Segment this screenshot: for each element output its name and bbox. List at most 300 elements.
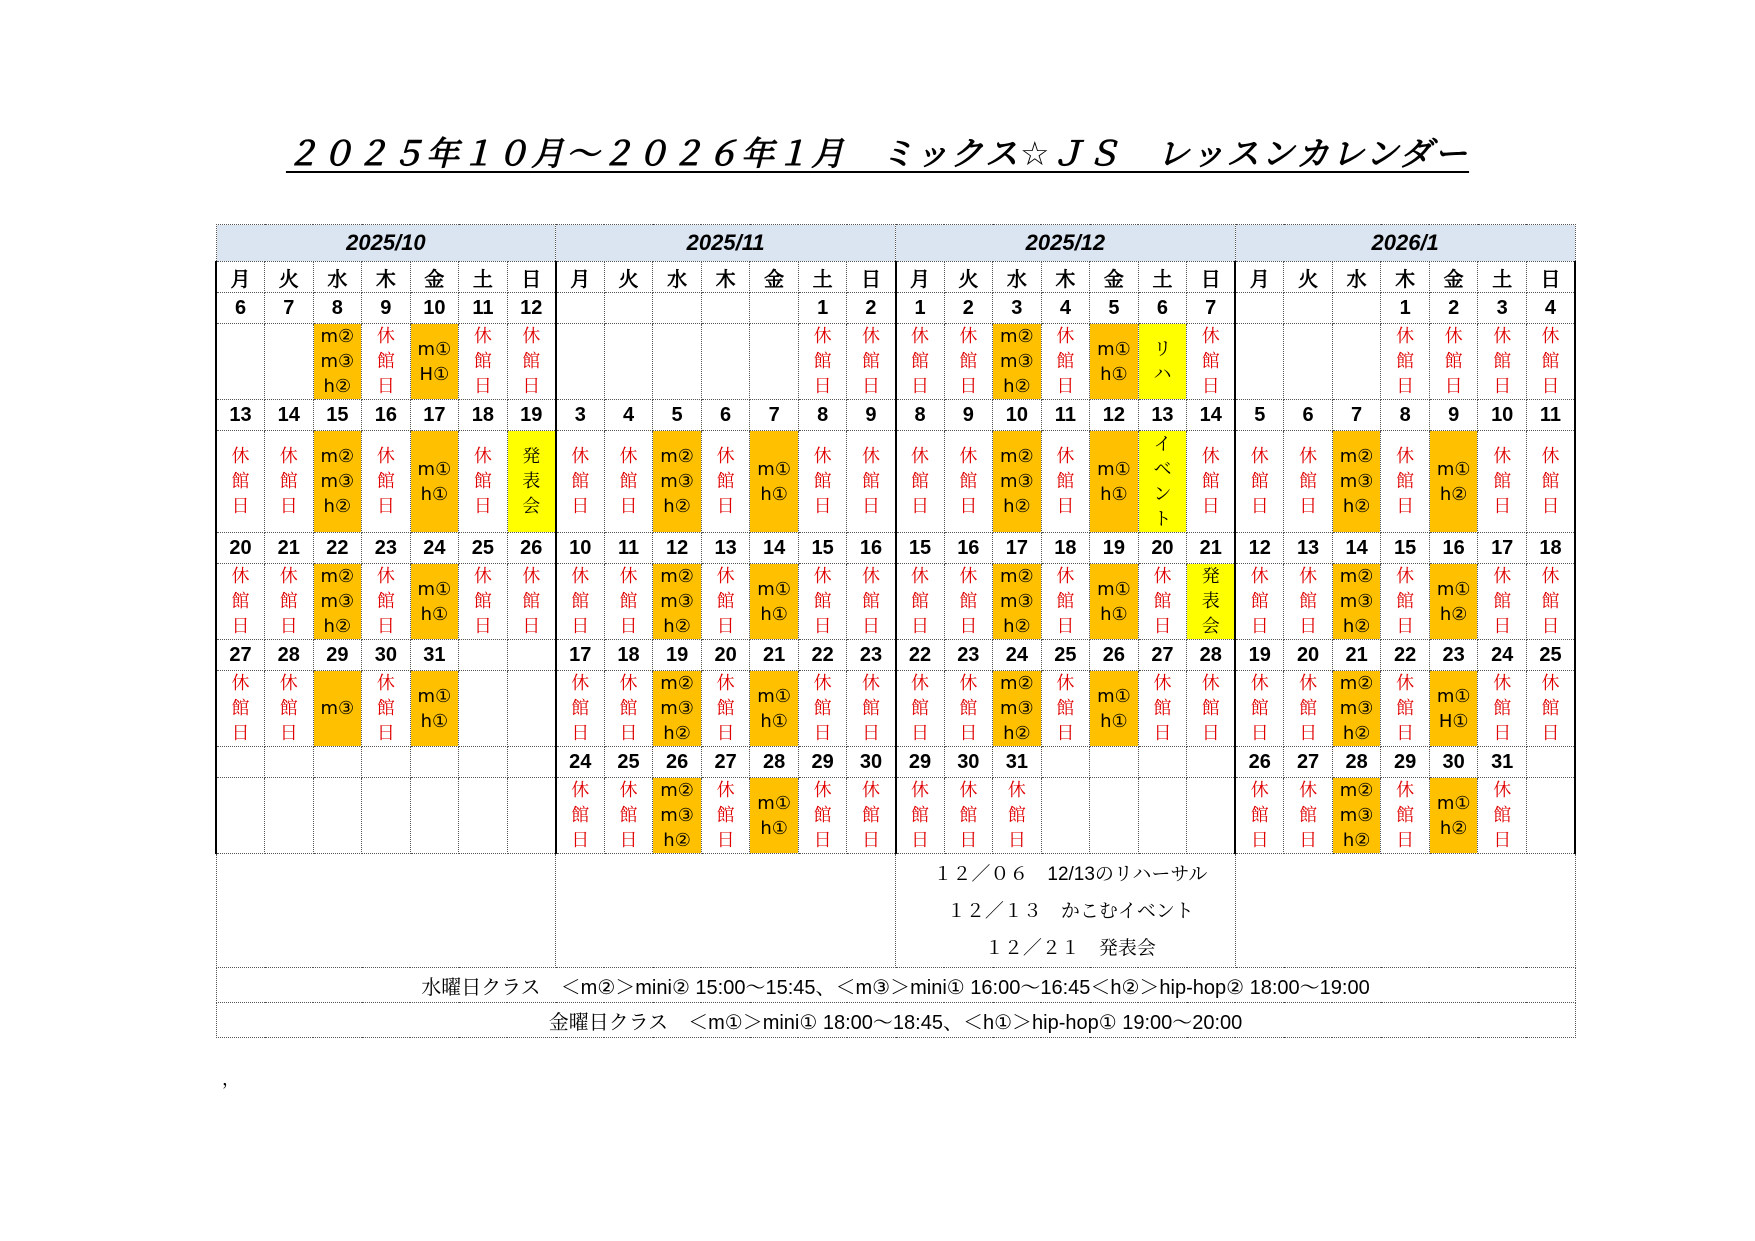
day-cell-text: 日 xyxy=(619,496,638,517)
day-cell-text: 館 xyxy=(1541,591,1560,612)
day-cell-text: h① xyxy=(420,710,449,732)
day-cell-text: 日 xyxy=(279,616,298,637)
day-cell-text: h① xyxy=(420,603,449,625)
day-cell-text: 日 xyxy=(861,496,880,517)
day-cell-text: 館 xyxy=(1493,805,1512,826)
day-number: 22 xyxy=(313,533,362,564)
day-number xyxy=(507,747,556,778)
day-cell-text: 館 xyxy=(1250,698,1269,719)
day-cell-text: 館 xyxy=(1396,698,1415,719)
day-cell-text: 休 xyxy=(1056,673,1075,694)
day-cell-text: 日 xyxy=(1056,496,1075,517)
day-number: 30 xyxy=(847,747,896,778)
day-cell-text: 休 xyxy=(911,326,930,347)
day-cell xyxy=(459,671,508,747)
day-cell-text: 館 xyxy=(619,805,638,826)
day-cell-text: 休 xyxy=(376,566,395,587)
note-line: １２／０６ 12/13のリハーサル xyxy=(933,864,1208,885)
day-cell-text: 館 xyxy=(813,471,832,492)
closed-day-cell xyxy=(1138,564,1187,640)
day-cell-text: 日 xyxy=(231,496,250,517)
day-cell-text: 日 xyxy=(1493,496,1512,517)
closed-day-cell xyxy=(556,778,605,854)
day-cell-text: h② xyxy=(663,830,691,851)
day-number xyxy=(459,640,508,671)
day-cell-text: 休 xyxy=(1250,446,1269,467)
weekday-label: 土 xyxy=(1478,262,1527,293)
day-cell-text: 休 xyxy=(1299,780,1318,801)
closed-day-cell xyxy=(798,431,847,533)
day-cell-text: 休 xyxy=(911,780,930,801)
day-cell-text: m③ xyxy=(320,351,355,372)
day-cell-text: 館 xyxy=(1299,805,1318,826)
day-cell-text: 館 xyxy=(231,471,250,492)
day-number xyxy=(1332,293,1381,324)
special-event-cell xyxy=(1187,564,1236,640)
day-cell-text: 館 xyxy=(1007,805,1026,826)
closed-day-cell xyxy=(701,431,750,533)
closed-day-cell xyxy=(1478,431,1527,533)
day-number: 28 xyxy=(750,747,799,778)
day-number: 2 xyxy=(847,293,896,324)
day-cell-text: 日 xyxy=(861,376,880,397)
day-cell-text: 日 xyxy=(716,830,735,851)
day-cell-text: 日 xyxy=(1250,616,1269,637)
day-cell-text: 休 xyxy=(1541,566,1560,587)
weekday-label: 月 xyxy=(1235,262,1284,293)
day-number: 24 xyxy=(1478,640,1527,671)
weekday-label: 火 xyxy=(944,262,993,293)
day-cell-text: ベ xyxy=(1153,458,1172,480)
lesson-day-cell xyxy=(313,431,362,533)
day-number: 31 xyxy=(993,747,1042,778)
day-cell-text: 館 xyxy=(716,805,735,826)
day-cell-text: 休 xyxy=(1250,673,1269,694)
day-cell-text: 日 xyxy=(1201,723,1220,744)
day-cell-text: 休 xyxy=(571,780,590,801)
day-number: 10 xyxy=(993,400,1042,431)
closed-day-cell xyxy=(701,778,750,854)
lesson-day-cell xyxy=(410,324,459,400)
day-cell-text: 日 xyxy=(959,723,978,744)
day-cell-text: 館 xyxy=(279,698,298,719)
closed-day-cell xyxy=(1381,431,1430,533)
lesson-day-cell xyxy=(1332,564,1381,640)
day-cell-text: 館 xyxy=(1493,591,1512,612)
day-cell-text: 館 xyxy=(1493,351,1512,372)
day-cell-text: 休 xyxy=(571,673,590,694)
day-cell-text: 日 xyxy=(279,723,298,744)
closed-day-cell xyxy=(701,564,750,640)
closed-day-cell xyxy=(216,671,265,747)
day-number xyxy=(216,747,265,778)
day-cell-text: 日 xyxy=(813,616,832,637)
day-number: 21 xyxy=(265,533,314,564)
day-number: 25 xyxy=(604,747,653,778)
day-number: 3 xyxy=(1478,293,1527,324)
closed-day-cell xyxy=(944,671,993,747)
month-header-row xyxy=(216,225,1575,262)
weekday-label: 木 xyxy=(1381,262,1430,293)
day-cell-text: m② xyxy=(1000,673,1034,694)
day-cell-text: m① xyxy=(417,338,452,360)
day-number: 31 xyxy=(1478,747,1527,778)
day-cell-text: 館 xyxy=(619,591,638,612)
day-cell-text: 日 xyxy=(1493,830,1512,851)
day-number: 27 xyxy=(701,747,750,778)
event-row xyxy=(216,431,1575,533)
day-number xyxy=(1235,293,1284,324)
day-cell-text: 休 xyxy=(1007,780,1026,801)
day-cell-text: 休 xyxy=(861,326,880,347)
note-line: １２／１３ かこむイベント xyxy=(946,901,1194,922)
month-label: 2025/10 xyxy=(216,225,556,262)
closed-day-cell xyxy=(896,431,945,533)
day-cell-text: 休 xyxy=(619,673,638,694)
day-cell-text: 発 xyxy=(1201,566,1220,587)
day-number: 14 xyxy=(750,533,799,564)
day-cell-text: m② xyxy=(320,566,355,587)
day-number: 22 xyxy=(896,640,945,671)
day-cell-text: 休 xyxy=(813,446,832,467)
day-cell-text: 休 xyxy=(1493,446,1512,467)
day-cell-text: 館 xyxy=(376,471,395,492)
day-number: 2 xyxy=(1429,293,1478,324)
day-cell xyxy=(653,324,702,400)
day-cell-text: h② xyxy=(1342,496,1371,517)
day-cell-text: 休 xyxy=(1299,673,1318,694)
day-cell-text: 館 xyxy=(813,698,832,719)
day-cell-text: リ xyxy=(1153,338,1172,360)
day-number: 21 xyxy=(750,640,799,671)
lesson-day-cell xyxy=(993,324,1042,400)
day-cell-text: 日 xyxy=(571,830,590,851)
closed-day-cell xyxy=(1041,671,1090,747)
day-cell-text: 日 xyxy=(716,723,735,744)
closed-day-cell xyxy=(1138,671,1187,747)
day-cell-text: 日 xyxy=(1396,496,1415,517)
event-row xyxy=(216,324,1575,400)
day-cell-text: 休 xyxy=(1396,326,1415,347)
day-cell-text: 館 xyxy=(376,698,395,719)
weekday-label: 火 xyxy=(604,262,653,293)
closed-day-cell xyxy=(1429,324,1478,400)
day-cell-text: 休 xyxy=(911,673,930,694)
day-cell-text: 休 xyxy=(1493,673,1512,694)
closed-day-cell xyxy=(362,564,411,640)
day-cell xyxy=(1041,778,1090,854)
closed-day-cell xyxy=(507,564,556,640)
day-cell-text: m② xyxy=(1000,566,1034,587)
day-cell-text: 日 xyxy=(1396,830,1415,851)
day-number: 24 xyxy=(410,533,459,564)
day-cell-text: 日 xyxy=(1493,723,1512,744)
closed-day-cell xyxy=(847,564,896,640)
day-cell-text: 日 xyxy=(619,723,638,744)
weekday-label: 日 xyxy=(507,262,556,293)
event-row xyxy=(216,671,1575,747)
day-number: 11 xyxy=(604,533,653,564)
day-cell-text: 休 xyxy=(376,446,395,467)
day-number xyxy=(653,293,702,324)
day-number: 29 xyxy=(1381,747,1430,778)
day-cell xyxy=(1235,324,1284,400)
day-cell-text: 休 xyxy=(1396,446,1415,467)
day-cell-text: 休 xyxy=(1201,446,1220,467)
day-cell-text: h① xyxy=(1100,710,1128,732)
month-label: 2025/11 xyxy=(556,225,896,262)
day-number: 9 xyxy=(362,293,411,324)
weekday-row xyxy=(216,262,1575,293)
day-number: 27 xyxy=(1138,640,1187,671)
day-cell-text: m① xyxy=(417,685,452,707)
day-cell-text: m③ xyxy=(1000,471,1034,492)
day-number: 4 xyxy=(1526,293,1575,324)
closed-day-cell xyxy=(216,431,265,533)
lesson-day-cell xyxy=(1090,431,1139,533)
lesson-calendar xyxy=(215,224,1574,1038)
day-cell-text: m③ xyxy=(660,805,694,826)
closed-day-cell xyxy=(459,564,508,640)
day-number: 6 xyxy=(1138,293,1187,324)
day-cell-text: m③ xyxy=(320,471,355,492)
day-cell-text: 日 xyxy=(1299,723,1318,744)
day-cell-text: 休 xyxy=(959,326,978,347)
day-number: 26 xyxy=(1235,747,1284,778)
month-notes xyxy=(896,854,1236,968)
day-cell-text: 日 xyxy=(522,616,541,637)
date-row xyxy=(216,400,1575,431)
day-cell-text: m② xyxy=(320,446,355,467)
closed-day-cell xyxy=(459,431,508,533)
day-number: 11 xyxy=(1041,400,1090,431)
page-title xyxy=(0,128,1755,175)
day-cell-text: 休 xyxy=(959,566,978,587)
day-cell-text: 休 xyxy=(619,566,638,587)
day-cell-text: h② xyxy=(323,376,352,397)
day-cell-text: 日 xyxy=(813,496,832,517)
day-number: 1 xyxy=(1381,293,1430,324)
day-cell-text: h② xyxy=(663,723,691,744)
footnote-mark: ， xyxy=(222,1069,240,1089)
day-cell-text: 休 xyxy=(959,446,978,467)
day-cell-text: 日 xyxy=(522,376,541,397)
day-number xyxy=(701,293,750,324)
day-cell-text: 休 xyxy=(1396,566,1415,587)
day-cell-text: H① xyxy=(1438,710,1469,732)
day-cell-text: 休 xyxy=(571,566,590,587)
day-number: 17 xyxy=(993,533,1042,564)
day-number: 18 xyxy=(1041,533,1090,564)
day-number: 23 xyxy=(1429,640,1478,671)
weekday-label: 水 xyxy=(1332,262,1381,293)
day-cell-text: 館 xyxy=(231,698,250,719)
day-cell-text: m② xyxy=(1339,673,1374,694)
day-cell-text: m② xyxy=(660,566,694,587)
closed-day-cell xyxy=(944,431,993,533)
weekday-label: 金 xyxy=(1090,262,1139,293)
closed-day-cell xyxy=(1526,324,1575,400)
day-cell-text: 日 xyxy=(813,830,832,851)
day-cell-text: 館 xyxy=(1153,591,1172,612)
day-cell-text: 日 xyxy=(861,616,880,637)
day-cell-text: 休 xyxy=(1396,780,1415,801)
day-cell-text: m① xyxy=(1436,458,1471,480)
day-cell-text: 館 xyxy=(1493,698,1512,719)
day-number: 6 xyxy=(701,400,750,431)
day-cell-text: 休 xyxy=(716,566,735,587)
day-cell-text: 館 xyxy=(1396,471,1415,492)
closed-day-cell xyxy=(604,671,653,747)
day-cell-text: h① xyxy=(1100,363,1128,385)
day-number: 22 xyxy=(798,640,847,671)
closed-day-cell xyxy=(1284,564,1333,640)
day-cell-text: 館 xyxy=(911,471,930,492)
closed-day-cell xyxy=(507,324,556,400)
day-number: 12 xyxy=(653,533,702,564)
day-cell-text: 館 xyxy=(376,351,395,372)
day-cell xyxy=(362,778,411,854)
day-cell-text: 休 xyxy=(1201,673,1220,694)
day-cell-text: 館 xyxy=(716,471,735,492)
closed-day-cell xyxy=(798,778,847,854)
day-cell-text: m① xyxy=(757,685,791,707)
day-cell-text: 館 xyxy=(1299,591,1318,612)
day-cell-text: m① xyxy=(417,578,452,600)
day-cell-text: m③ xyxy=(660,698,694,719)
day-cell-text: 館 xyxy=(1299,471,1318,492)
day-cell xyxy=(1187,778,1236,854)
day-cell-text: 日 xyxy=(571,616,590,637)
day-cell-text: 休 xyxy=(1201,326,1220,347)
day-cell-text: 休 xyxy=(1153,673,1172,694)
closed-day-cell xyxy=(265,564,314,640)
day-cell-text: 館 xyxy=(911,591,930,612)
day-cell xyxy=(507,671,556,747)
day-cell-text: 館 xyxy=(376,591,395,612)
day-cell-text: 日 xyxy=(716,496,735,517)
weekday-label: 金 xyxy=(410,262,459,293)
lesson-day-cell xyxy=(410,431,459,533)
day-number: 25 xyxy=(1526,640,1575,671)
weekday-label: 金 xyxy=(750,262,799,293)
day-cell-text: 館 xyxy=(1153,698,1172,719)
month-notes xyxy=(556,854,896,968)
day-cell-text: 日 xyxy=(1201,376,1220,397)
day-cell-text: 休 xyxy=(813,566,832,587)
day-cell-text: 館 xyxy=(571,698,590,719)
page-title-text: ２０２５年１０月～２０２６年１月 ミックス☆ＪＳ レッスンカレンダー xyxy=(285,134,1470,173)
day-cell-text: 休 xyxy=(959,780,978,801)
day-number: 20 xyxy=(701,640,750,671)
day-cell xyxy=(216,324,265,400)
lesson-day-cell xyxy=(410,564,459,640)
day-cell-text: h① xyxy=(1100,483,1128,505)
day-cell-text: 休 xyxy=(279,566,298,587)
day-cell-text: m③ xyxy=(1339,805,1374,826)
day-cell-text: 館 xyxy=(473,351,492,372)
day-number: 26 xyxy=(1090,640,1139,671)
weekday-label: 金 xyxy=(1429,262,1478,293)
day-cell-text: 日 xyxy=(571,723,590,744)
weekday-label: 木 xyxy=(701,262,750,293)
day-cell-text: 休 xyxy=(619,780,638,801)
day-number xyxy=(604,293,653,324)
day-cell-text: 日 xyxy=(1250,496,1269,517)
closed-day-cell xyxy=(1187,431,1236,533)
day-cell-text: m② xyxy=(320,326,355,347)
day-number: 18 xyxy=(604,640,653,671)
day-cell-text: 休 xyxy=(619,446,638,467)
lesson-day-cell xyxy=(1429,431,1478,533)
lesson-day-cell xyxy=(1090,564,1139,640)
day-cell-text: 日 xyxy=(376,723,395,744)
day-cell-text: 館 xyxy=(716,698,735,719)
day-cell-text: 休 xyxy=(231,673,250,694)
day-number: 14 xyxy=(1187,400,1236,431)
day-number: 22 xyxy=(1381,640,1430,671)
day-cell-text: 会 xyxy=(522,496,541,517)
month-notes xyxy=(216,854,556,968)
day-number: 28 xyxy=(1332,747,1381,778)
day-cell-text: 館 xyxy=(959,351,978,372)
day-number: 13 xyxy=(1284,533,1333,564)
closed-day-cell xyxy=(1235,431,1284,533)
day-cell-text: 日 xyxy=(1056,723,1075,744)
day-cell-text: 日 xyxy=(911,830,930,851)
day-cell xyxy=(604,324,653,400)
closed-day-cell xyxy=(1284,671,1333,747)
weekday-label: 月 xyxy=(556,262,605,293)
class-schedule-row xyxy=(216,1003,1575,1038)
day-number: 19 xyxy=(507,400,556,431)
weekday-label: 日 xyxy=(847,262,896,293)
weekday-label: 日 xyxy=(1526,262,1575,293)
day-cell-text: 休 xyxy=(1056,326,1075,347)
day-cell-text: m③ xyxy=(660,471,694,492)
weekday-label: 月 xyxy=(896,262,945,293)
day-cell-text: 日 xyxy=(231,616,250,637)
day-number: 4 xyxy=(1041,293,1090,324)
event-row xyxy=(216,564,1575,640)
day-cell xyxy=(1138,778,1187,854)
closed-day-cell xyxy=(847,431,896,533)
day-cell-text: 日 xyxy=(911,496,930,517)
day-cell-text: 館 xyxy=(1396,351,1415,372)
day-cell-text: イ xyxy=(1153,433,1172,455)
day-number: 5 xyxy=(1090,293,1139,324)
day-cell-text: m② xyxy=(1339,780,1374,801)
day-number xyxy=(265,747,314,778)
date-row xyxy=(216,640,1575,671)
closed-day-cell xyxy=(1041,431,1090,533)
day-cell-text: m③ xyxy=(1000,591,1034,612)
day-cell-text: 休 xyxy=(861,566,880,587)
day-cell-text: 日 xyxy=(1396,723,1415,744)
weekday-label: 火 xyxy=(1284,262,1333,293)
lesson-day-cell xyxy=(653,564,702,640)
day-number: 26 xyxy=(507,533,556,564)
day-cell-text: 館 xyxy=(1250,805,1269,826)
day-cell xyxy=(556,324,605,400)
weekday-label: 日 xyxy=(1187,262,1236,293)
day-cell-text: 日 xyxy=(813,723,832,744)
day-cell-text: m③ xyxy=(1000,351,1034,372)
day-number: 15 xyxy=(313,400,362,431)
day-cell-text: 館 xyxy=(279,471,298,492)
day-number: 20 xyxy=(216,533,265,564)
closed-day-cell xyxy=(798,671,847,747)
